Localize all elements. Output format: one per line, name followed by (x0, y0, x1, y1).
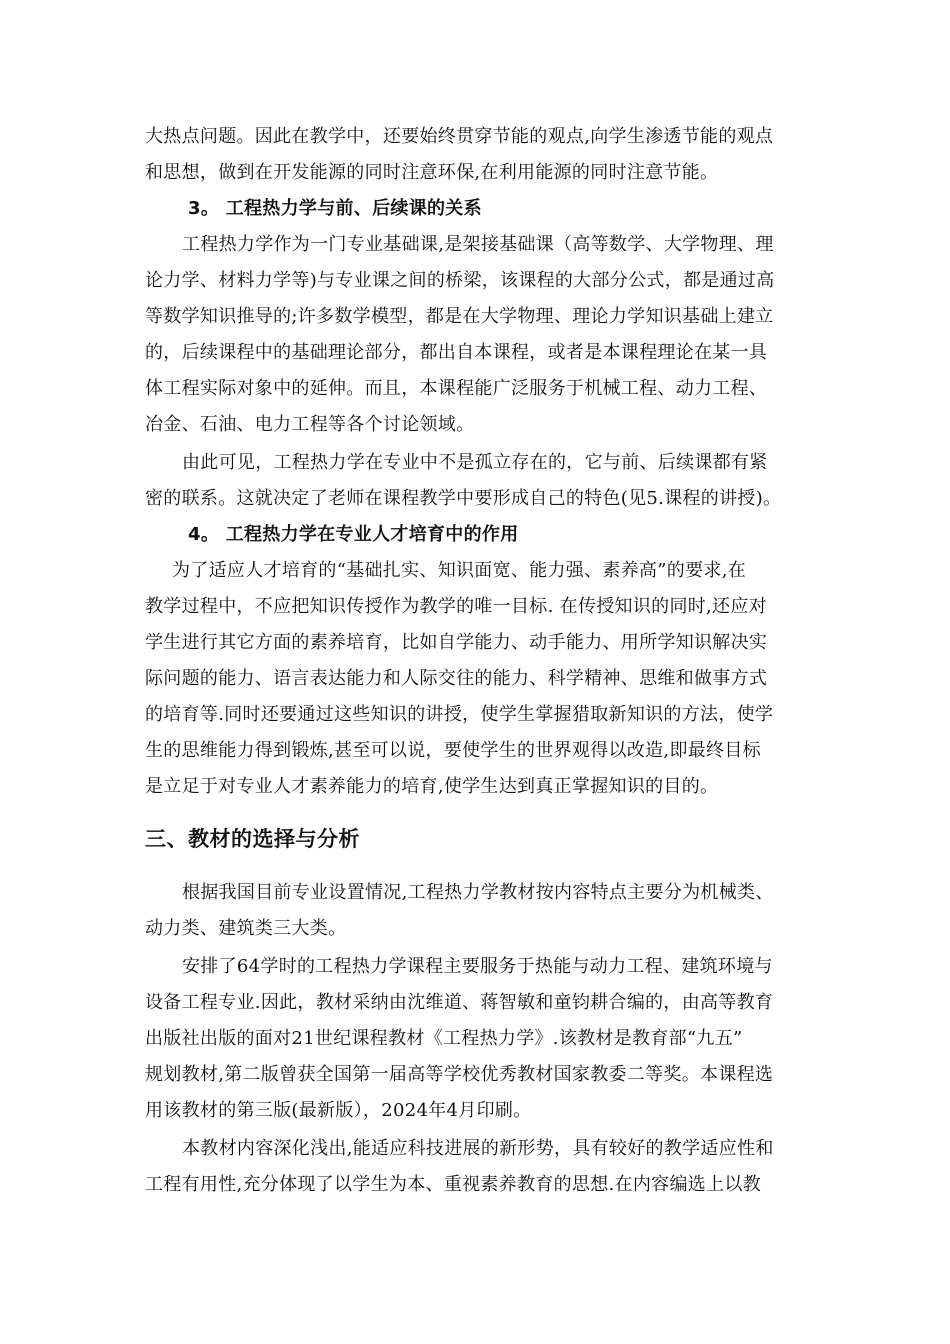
subsection-heading: 4。 工程热力学在专业人才培育中的作用 (188, 524, 519, 545)
text-line: 大热点问题。因此在教学中，还要始终贯穿节能的观点,向学生渗透节能的观点 (145, 126, 774, 147)
text-line: 教学过程中，不应把知识传授作为教学的唯一目标. 在传授知识的同时,还应对 (145, 596, 767, 617)
text-line: 工程有用性,充分体现了以学生为本、重视素养教育的思想.在内容编选上以教 (145, 1174, 761, 1195)
text-line: 际问题的能力、语言表达能力和人际交往的能力、科学精神、思维和做事方式 (145, 668, 768, 689)
text-line: 工程热力学作为一门专业基础课,是架接基础课（高等数学、大学物理、理 (182, 234, 774, 255)
text-line: 和思想，做到在开发能源的同时注意环保,在利用能源的同时注意节能。 (145, 162, 719, 183)
text-line: 冶金、石油、电力工程等各个讨论领域。 (145, 414, 475, 435)
text-line: 规划教材,第二版曾获全国第一届高等学校优秀教材国家教委二等奖。本课程选 (145, 1064, 774, 1085)
text-line: 密的联系。这就决定了老师在课程教学中要形成自己的特色(见5.课程的讲授)。 (145, 488, 782, 509)
text-line: 本教材内容深化浅出,能适应科技进展的新形势，具有较好的教学适应性和 (182, 1138, 774, 1159)
text-line: 是立足于对专业人才素养能力的培育,使学生达到真正掌握知识的目的。 (145, 776, 719, 797)
text-line: 出版社出版的面对21世纪课程教材《工程热力学》.该教材是教育部“九五” (145, 1028, 743, 1049)
subsection-heading: 3。 工程热力学与前、后续课的关系 (188, 198, 482, 219)
text-line: 体工程实际对象中的延伸。而且，本课程能广泛服务于机械工程、动力工程、 (145, 378, 768, 399)
text-line: 的，后续课程中的基础理论部分，都出自本课程，或者是本课程理论在某一具 (145, 342, 768, 363)
text-line: 的培育等.同时还要通过这些知识的讲授，使学生掌握猎取新知识的方法，使学 (145, 704, 774, 725)
text-line: 动力类、建筑类三大类。 (145, 918, 347, 939)
text-line: 生的思维能力得到锻炼,甚至可以说，要使学生的世界观得以改造,即最终目标 (145, 740, 761, 761)
text-line: 论力学、材料力学等)与专业课之间的桥梁，该课程的大部分公式，都是通过高 (145, 270, 775, 291)
text-line: 为了适应人才培育的“基础扎实、知识面宽、能力强、素养高”的要求,在 (172, 560, 747, 581)
text-line: 学生进行其它方面的素养培育，比如自学能力、动手能力、用所学知识解决实 (145, 632, 768, 653)
text-line: 用该教材的第三版(最新版），2024年4月印刷。 (145, 1100, 532, 1121)
text-line: 设备工程专业.因此，教材采纳由沈维道、蒋智敏和童钧耕合编的，由高等教育 (145, 992, 774, 1013)
text-line: 由此可见，工程热力学在专业中不是孤立存在的，它与前、后续课都有紧 (182, 452, 768, 473)
text-line: 安排了64学时的工程热力学课程主要服务于热能与动力工程、建筑环境与 (182, 956, 773, 977)
text-line: 根据我国目前专业设置情况,工程热力学教材按内容特点主要分为机械类、 (182, 882, 774, 903)
section-heading: 三、教材的选择与分析 (145, 827, 360, 851)
text-line: 等数学知识推导的;许多数学模型，都是在大学物理、理论力学知识基础上建立 (145, 306, 774, 327)
